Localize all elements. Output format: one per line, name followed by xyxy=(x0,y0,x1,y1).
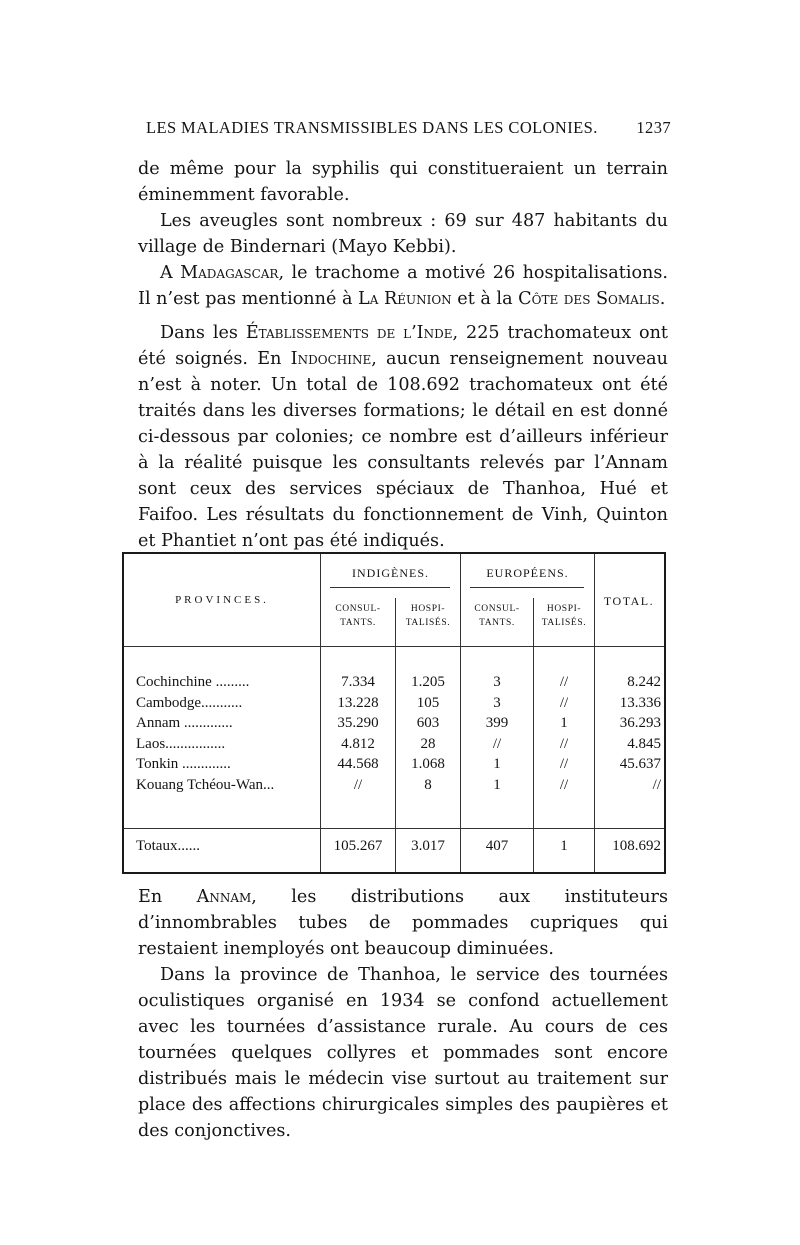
cell-ih: 1.068 xyxy=(411,756,445,772)
cell-total: // xyxy=(652,776,661,793)
cell-total: 4.845 xyxy=(627,735,661,752)
text-run: , 225 trachomateux ont été soignés. En xyxy=(138,323,668,369)
trachoma-table xyxy=(122,552,666,874)
group-brace xyxy=(330,587,450,588)
text-run: , le trachome a motivé 26 hospitalisations. Il n’est pas mentionné à xyxy=(138,263,668,309)
cell-total: 13.336 xyxy=(619,694,661,711)
place-indochine: Indochine xyxy=(290,349,372,369)
subheader-line: TANTS. xyxy=(479,618,515,628)
body-text-top xyxy=(138,156,668,554)
totals-rule xyxy=(124,828,664,829)
cell-total: 108.692 xyxy=(612,838,661,854)
paragraph-madagascar xyxy=(138,260,668,312)
cell-name: Kouang Tchéou-Wan... xyxy=(136,776,275,793)
cell-ec: 399 xyxy=(485,715,509,731)
cell-ic: // xyxy=(353,776,363,793)
subheader-line: TALISÉS. xyxy=(405,618,451,628)
cell-ic: 4.812 xyxy=(341,735,375,752)
cell-ec: 3 xyxy=(493,674,501,690)
table-body xyxy=(124,554,664,872)
cell-ec: 407 xyxy=(485,838,509,854)
cell-eh: // xyxy=(559,756,569,772)
running-header xyxy=(146,118,671,138)
cell-ih: 603 xyxy=(416,715,440,731)
subheader-line: TALISÉS. xyxy=(541,618,587,628)
group-brace xyxy=(470,587,584,588)
cell-ic: 105.267 xyxy=(333,838,383,854)
cell-eh: 1 xyxy=(560,838,568,854)
subheader-consultants-europeens xyxy=(461,602,533,630)
text-run: , les distributions aux instituteurs d’innombrables tubes de pommades cupriques qui restaient inemployés ont beaucoup diminuées. xyxy=(138,887,668,959)
cell-eh: // xyxy=(559,735,569,752)
indigenes-header: INDIGÈNES. xyxy=(352,566,429,580)
table-row xyxy=(124,736,664,758)
cell-total: 8.242 xyxy=(627,674,661,690)
subheader-line: CONSUL- xyxy=(474,604,520,614)
cell-name: Laos................ xyxy=(136,735,226,752)
paragraph-thanhoa: Dans la province de Thanhoa, le service des tournées oculistiques organisé en 1934 se confond actuellement avec les tournées d’assistance rurale. Au cours de ces tournées quelques collyres et pommades sont encore distribués mais le médecin vise surtout au traitement sur place des affections chirurgicales simples des paupières et des conjonctives. xyxy=(138,965,668,1141)
subheader-line: HOSPI- xyxy=(410,604,446,614)
place-reunion: La Réunion xyxy=(358,289,452,309)
cell-eh: // xyxy=(559,776,569,793)
header-rule xyxy=(124,646,664,647)
cell-ic: 13.228 xyxy=(337,694,379,711)
table-row xyxy=(124,715,664,737)
cell-eh: // xyxy=(559,694,569,711)
text-run: , aucun renseignement nouveau n’est à noter. Un total de 108.692 trachomateux ont été traités dans les diverses formations; le détail en est donné ci-dessous par colonies; ce nombre est d’ailleurs inférieur à la réalité puisque les consultants relevés par l’Annam sont ceux des services spéciaux de Thanhoa, Hué et Faifoo. Les résultats du fonctionnement de Vinh, Quinton et Phantiet n’ont pas été indiqués. xyxy=(138,349,668,551)
table-row xyxy=(124,777,664,799)
subheader-consultants-indigenes xyxy=(321,602,395,630)
cell-name: Cochinchine ......... xyxy=(136,674,250,690)
total-header: TOTAL. xyxy=(603,594,655,608)
cell-ec: 3 xyxy=(493,694,501,711)
provinces-header: PROVINCES. xyxy=(175,594,269,606)
cell-ec: // xyxy=(492,735,502,752)
cell-ih: 1.205 xyxy=(411,674,445,690)
cell-ih: 3.017 xyxy=(411,838,445,854)
page-number: 1237 xyxy=(636,118,671,137)
text-run: et à la xyxy=(451,289,519,309)
cell-name: Annam ............. xyxy=(136,715,233,731)
cell-ec: 1 xyxy=(493,776,501,793)
place-somalis: Côte des Somalis xyxy=(518,289,660,309)
text-run: . xyxy=(659,289,666,309)
place-inde: Établissements de l’Inde xyxy=(245,323,453,343)
paragraph-annam xyxy=(138,884,668,962)
table-row xyxy=(124,695,664,717)
cell-eh: // xyxy=(559,674,569,690)
paragraph-inde-indochine xyxy=(138,320,668,554)
place-madagascar: Madagascar xyxy=(180,263,279,283)
subheader-hospitalises-europeens xyxy=(534,602,594,630)
text-run: A xyxy=(160,263,181,283)
running-title: LES MALADIES TRANSMISSIBLES DANS LES COLONIES. xyxy=(146,118,598,137)
place-annam: Annam xyxy=(196,887,252,907)
table-row xyxy=(124,756,664,778)
europeens-header: EUROPÉENS. xyxy=(486,566,569,580)
body-text-bottom xyxy=(138,884,668,1144)
subheader-line: HOSPI- xyxy=(546,604,582,614)
subheader-hospitalises-indigenes xyxy=(396,602,460,630)
cell-eh: 1 xyxy=(560,715,568,731)
paragraph-syphilis: de même pour la syphilis qui constitueraient un terrain éminemment favorable. xyxy=(138,159,668,205)
cell-ih: 8 xyxy=(424,776,432,793)
text-run: En xyxy=(138,887,197,907)
paragraph-aveugles: Les aveugles sont nombreux : 69 sur 487 habitants du village de Bindernari (Mayo Kebbi). xyxy=(138,211,668,257)
cell-total: 45.637 xyxy=(619,756,661,772)
cell-ih: 28 xyxy=(420,735,436,752)
cell-name: Tonkin ............. xyxy=(136,756,231,772)
cell-name: Cambodge........... xyxy=(136,694,243,711)
cell-ic: 44.568 xyxy=(337,756,379,772)
cell-name: Totaux...... xyxy=(136,838,200,854)
cell-ih: 105 xyxy=(416,694,440,711)
cell-total: 36.293 xyxy=(619,715,661,731)
table-row xyxy=(124,674,664,696)
text-run: Dans les xyxy=(160,323,246,343)
subheader-line: CONSUL- xyxy=(335,604,381,614)
cell-ic: 35.290 xyxy=(337,715,379,731)
table-row-totals xyxy=(124,838,664,860)
subheader-line: TANTS. xyxy=(340,618,376,628)
cell-ec: 1 xyxy=(493,756,501,772)
cell-ic: 7.334 xyxy=(341,674,375,690)
